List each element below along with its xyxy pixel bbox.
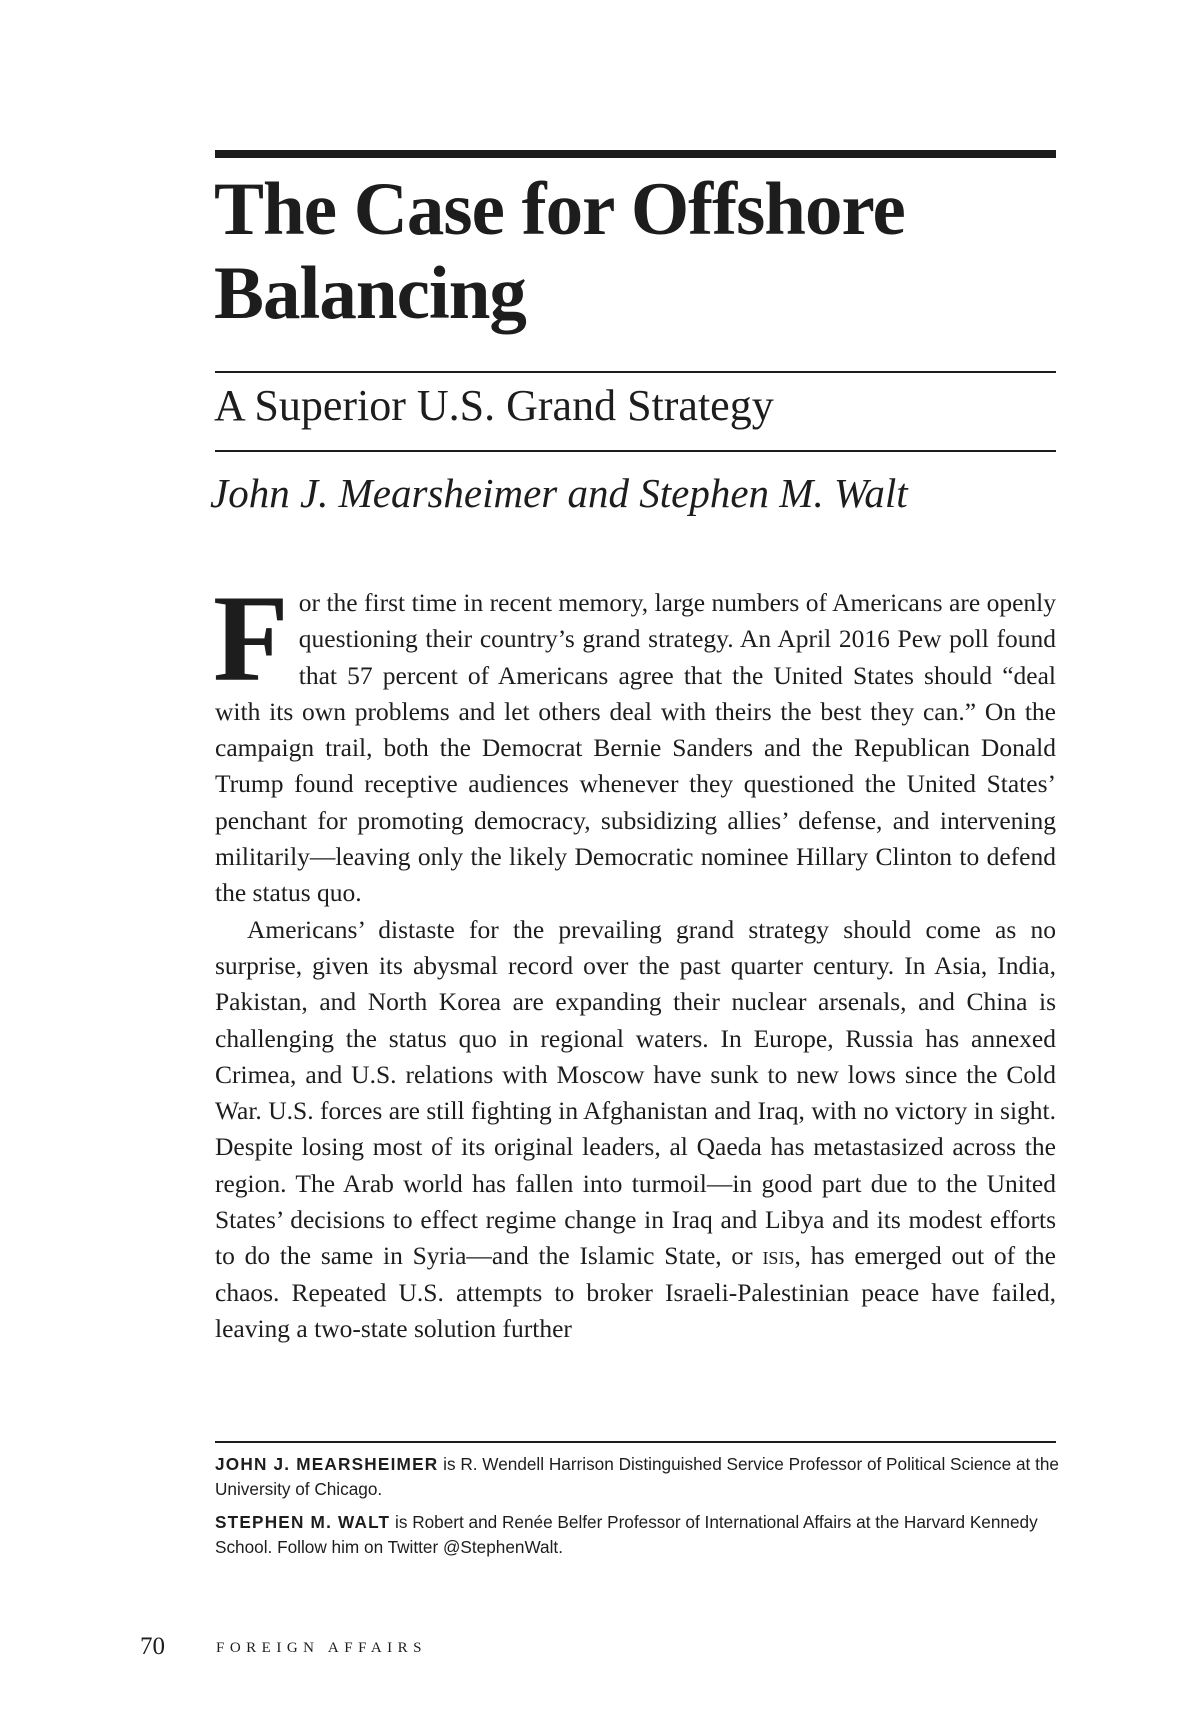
paragraph-2-text-a: Americans’ distaste for the prevailing grand strategy should come as no surprise, given its abysmal record over the past quarter century. In Asia, India, Pakistan, and North Korea are expanding their nuclear arsenals, and China is challenging the status quo in regional waters. In Europe, Russia has annexed Crimea, and U.S. relations with Moscow have sunk to new lows since the Cold War. U.S. forces are still fighting in Afghanistan and Iraq, with no victory in sight. Despite losing most of its original leaders, al Qaeda has metastasized across the region. The Arab world has fallen into turmoil—in good part due to the United States’ decisions to effect regime change in Iraq and Libya and its modest efforts to do the same in Syria—and the Islamic State, or — [215, 914, 1056, 1271]
paragraph-2-text-b: , has emerged out of the chaos. Repeated U.S. attempts to broker Israeli-Palestinian peace have failed, leaving a two-state solution further — [215, 1241, 1056, 1343]
paragraph-1 — [213, 570, 1056, 912]
author-bio-walt — [215, 1510, 1075, 1560]
running-head: FOREIGN AFFAIRS — [216, 1640, 428, 1656]
article-body — [213, 570, 1056, 1347]
paragraph-1-text: or the first time in recent memory, large numbers of Americans are openly questioning their country’s grand strategy. An April 2016 Pew poll found that 57 percent of Americans agree that the United States should “deal with its own problems and let others deal with theirs the best they can.” On the campaign trail, both the Democrat Bernie Sanders and the Republican Donald Trump found receptive audiences whenever they questioned the United States’ penchant for promoting democracy, subsidizing allies’ defense, and intervening militarily—leaving only the likely Democratic nominee Hillary Clinton to defend the status quo. — [215, 588, 1056, 908]
bio-text: is R. Wendell Harrison Distinguished Service Professor of Political Science at the University of Chicago. — [215, 1454, 1059, 1499]
author-bios — [215, 1452, 1075, 1568]
article-title: The Case for Offshore Balancing — [214, 168, 905, 335]
bio-name: JOHN J. MEARSHEIMER — [215, 1454, 439, 1474]
title-top-rule — [215, 150, 1056, 158]
subtitle-top-rule — [215, 371, 1056, 373]
footnote-rule — [215, 1441, 1056, 1443]
paragraph-2 — [215, 912, 1056, 1348]
article-subtitle: A Superior U.S. Grand Strategy — [214, 381, 774, 430]
article-authors: John J. Mearsheimer and Stephen M. Walt — [210, 470, 908, 516]
page-number: 70 — [140, 1633, 165, 1660]
author-bio-mearsheimer — [215, 1452, 1075, 1502]
bio-name: STEPHEN M. WALT — [215, 1512, 391, 1532]
subtitle-bottom-rule — [215, 450, 1056, 452]
drop-cap: F — [213, 570, 289, 707]
isis-acronym: isis — [762, 1241, 795, 1271]
bio-text: is Robert and Renée Belfer Professor of International Affairs at the Harvard Kennedy School. Follow him on Twitter @StephenWalt. — [215, 1512, 1038, 1557]
